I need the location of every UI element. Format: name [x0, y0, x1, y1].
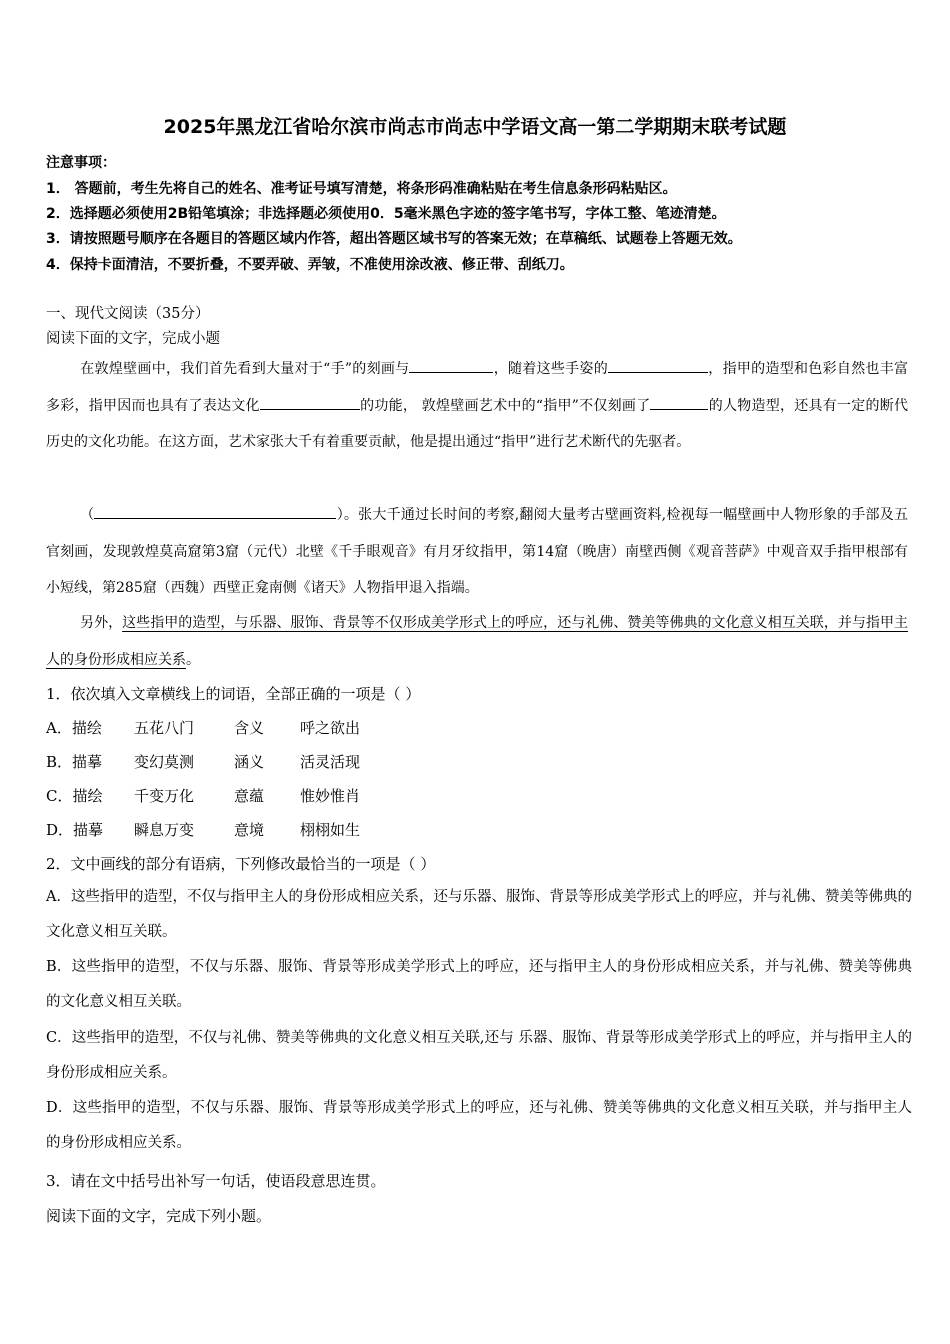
- option-word: 意境: [234, 821, 265, 839]
- option-label: D．描摹: [46, 821, 104, 839]
- notice-item-3: 3．请按照题号顺序在各题目的答题区域内作答，超出答题区域书写的答案无效；在草稿纸、试题卷上答题无效。: [46, 231, 742, 247]
- passage-text: 。: [186, 651, 200, 668]
- question-2-option-a: A．这些指甲的造型，不仅与指甲主人的身份形成相应关系，还与乐器、服饰、背景等形成美学形式上的呼应，并与礼佛、赞美等佛典的文化意义相互关联。: [46, 889, 912, 940]
- fill-blank-2: [608, 360, 708, 373]
- option-word: 千变万化: [134, 787, 195, 805]
- fill-blank-1: [409, 360, 493, 373]
- passage-text: 的功能， 敦煌壁画艺术中的“指甲”不仅刻画了: [359, 397, 651, 414]
- passage-text: ，随着这些手姿的: [493, 361, 609, 377]
- next-section-instruction: 阅读下面的文字，完成下列小题。: [46, 1207, 272, 1225]
- passage-text: 张大千通过长时间的考察,翻阅大量考古壁画资料,检视每一幅壁画中人物形象的手部及五官刻画，发现敦煌莫高窟第3窟（元代）北壁《千手眼观音》有月牙纹指甲，第14窟（晚唐）南壁西侧《观音菩萨》中观音双手指甲根部有小短线，第285窟（西魏）西壁正龛南侧《诸天》人物指甲退入指端。: [46, 507, 909, 596]
- question-2-option-d: D．这些指甲的造型，不仅与乐器、服饰、背景等形成美学形式上的呼应，还与礼佛、赞美等佛典的文化意义相互关联，并与指甲主人的身份形成相应关系。: [46, 1100, 912, 1151]
- underlined-sentence: 这些指甲的造型，与乐器、服饰、背景等不仅形成美学形式上的呼应，还与礼佛、赞美等佛典的文化意义相互关联，并与指甲主人的身份形成相应关系: [46, 615, 909, 668]
- passage-paragraph-3: [46, 605, 908, 678]
- option-word: 变幻莫测: [134, 753, 195, 771]
- fill-blank-3: [260, 397, 360, 410]
- question-1-stem: 1．依次填入文章横线上的词语，全部正确的一项是（ ）: [46, 685, 421, 703]
- option-word: 涵义: [234, 753, 265, 771]
- section-heading: 一、现代文阅读（35分）: [46, 306, 210, 322]
- question-2-option-b: B．这些指甲的造型，不仅与乐器、服饰、背景等形成美学形式上的呼应，还与指甲主人的身份形成相应关系，并与礼佛、赞美等佛典的文化意义相互关联。: [46, 959, 912, 1010]
- fill-blank-sentence: [94, 506, 336, 519]
- passage-text: 在敦煌壁画中，我们首先看到大量对于“手”的刻画与: [80, 361, 410, 377]
- option-word: 意蕴: [234, 787, 265, 805]
- passage-paragraph-2: [46, 497, 908, 607]
- passage-text: ，指甲的造型和色彩自然也丰富多彩，指甲因而也具有了表达文化: [46, 361, 909, 414]
- passage-text: 另外，: [80, 615, 123, 631]
- notice-item-2: 2．选择题必须使用2B铅笔填涂；非选择题必须使用0．5毫米黑色字迹的签字笔书写，字体工整、笔迹清楚。: [46, 206, 726, 222]
- option-label: C．描绘: [46, 787, 103, 805]
- question-2-stem: 2．文中画线的部分有语病，下列修改最恰当的一项是（ ）: [46, 855, 436, 873]
- option-word: 活灵活现: [300, 753, 361, 771]
- page-title: 2025年黑龙江省哈尔滨市尚志市尚志中学语文高一第二学期期末联考试题: [163, 116, 787, 138]
- passage-text: 的人物造型，还具有一定的断代历史的文化功能。在这方面，艺术家张大千有着重要贡献，他是提出通过“指甲”进行艺术断代的先驱者。: [46, 397, 909, 450]
- option-label: A．描绘: [46, 719, 102, 737]
- notice-heading: 注意事项：: [46, 155, 116, 171]
- question-1-option-c: [46, 785, 360, 806]
- option-word: 呼之欲出: [300, 719, 361, 737]
- question-1-option-a: [46, 717, 360, 738]
- option-word: 含义: [234, 719, 265, 737]
- bracket-close: ）。: [336, 507, 359, 523]
- question-1-option-b: [46, 751, 360, 772]
- option-word: 栩栩如生: [300, 821, 361, 839]
- notice-item-1: 1． 答题前，考生先将自己的姓名、准考证号填写清楚，将条形码准确粘贴在考生信息条形码粘贴区。: [46, 181, 677, 197]
- option-label: B．描摹: [46, 753, 103, 771]
- section-instruction: 阅读下面的文字，完成小题: [46, 331, 220, 347]
- question-2-option-c: C．这些指甲的造型，不仅与礼佛、赞美等佛典的文化意义相互关联,还与 乐器、服饰、背景等形成美学形式上的呼应，并与指甲主人的身份形成相应关系。: [46, 1030, 912, 1081]
- option-word: 五花八门: [134, 719, 195, 737]
- passage-paragraph-1: [46, 351, 908, 461]
- option-word: 惟妙惟肖: [300, 787, 361, 805]
- fill-blank-4: [650, 397, 708, 410]
- notice-item-4: 4．保持卡面清洁，不要折叠，不要弄破、弄皱，不准使用涂改液、修正带、刮纸刀。: [46, 257, 574, 273]
- question-3-stem: 3．请在文中括号出补写一句话，使语段意思连贯。: [46, 1172, 386, 1190]
- bracket-open: （: [80, 507, 95, 523]
- question-1-option-d: [46, 819, 360, 840]
- option-word: 瞬息万变: [134, 821, 195, 839]
